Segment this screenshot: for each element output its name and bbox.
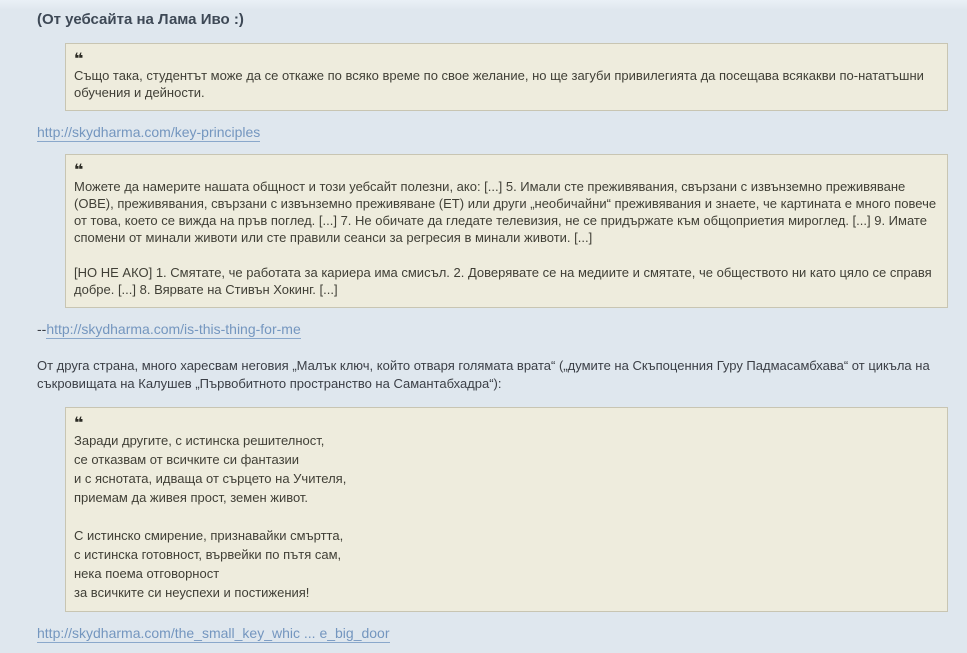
poem-line-blank [74, 507, 937, 526]
link-key-principles[interactable]: http://skydharma.com/key-principles [37, 124, 261, 140]
poem-line: Заради другите, с истинска решителност, [74, 433, 325, 448]
link-the-small-key[interactable]: http://skydharma.com/the_small_key_whic ... e_big_door [37, 625, 390, 641]
blockquote-3 [65, 407, 948, 612]
open-quote-icon: ❝ [74, 49, 84, 68]
poem-line: се отказвам от всичките си фантазии [74, 452, 300, 467]
blockquote-1 [65, 43, 948, 111]
post-paragraph: От друга страна, много харесвам неговия „Малък ключ, който отваря голямата врата“ („думите на Скъпоценния Гуру Падмасамбхава“ от цикъла на съкровищата на Калушев „Първобитното пространство на Самантабхадра“): [37, 358, 930, 391]
quote-text-paragraph-2: [НО НЕ АКО] 1. Смятате, че работата за кариера има смисъл. 2. Доверявате се на медиите и смятате, че обществото ни като цяло се справя добре. [...] 8. Вярвате на Стивън Хокинг. [...] [74, 265, 932, 297]
link-is-this-thing-for-me[interactable]: http://skydharma.com/is-this-thing-for-me [46, 321, 301, 337]
poem-line: за всичките си неуспехи и постижения! [74, 585, 310, 600]
link-row-1 [37, 124, 948, 140]
link-dash-prefix: -- [37, 321, 47, 337]
poem-line: нека поема отговорност [74, 566, 220, 581]
poem-line: с истинска готовност, вървейки по пътя сам, [74, 547, 342, 562]
poem-line: С истинско смирение, признавайки смъртта, [74, 528, 344, 543]
open-quote-icon: ❝ [74, 160, 84, 179]
post-heading: (От уебсайта на Лама Иво :) [37, 11, 244, 28]
open-quote-icon: ❝ [74, 413, 84, 432]
blockquote-2 [65, 154, 948, 308]
quote-text-paragraph-1: Можете да намерите нашата общност и този уебсайт полезни, ако: [...] 5. Имали сте преживявания, свързани с извънземно преживяване (OBE), преживявания, свързани с извънземно преживяване (ET) или други „необичайни“ преживявания и знаете, че картината е много повече от това, което се вижда на пръв поглед. [...] 7. Не обичате да гледате телевизия, не се придържате към общоприетия мироглед. [...] 9. Имате спомени от минали животи или сте правили сеанси за регресия в минали животи. [...] [74, 179, 937, 245]
link-row-3 [37, 625, 948, 641]
poem-line: и с яснотата, идваща от сърцето на Учителя, [74, 471, 347, 486]
quote-text: Също така, студентът може да се откаже по всяко време по свое желание, но ще загуби привилегията да посещава всякакви по-нататъшни обучения и дейности. [74, 68, 924, 100]
poem-line: приемам да живея прост, земен живот. [74, 490, 309, 505]
link-row-2 [37, 321, 948, 337]
